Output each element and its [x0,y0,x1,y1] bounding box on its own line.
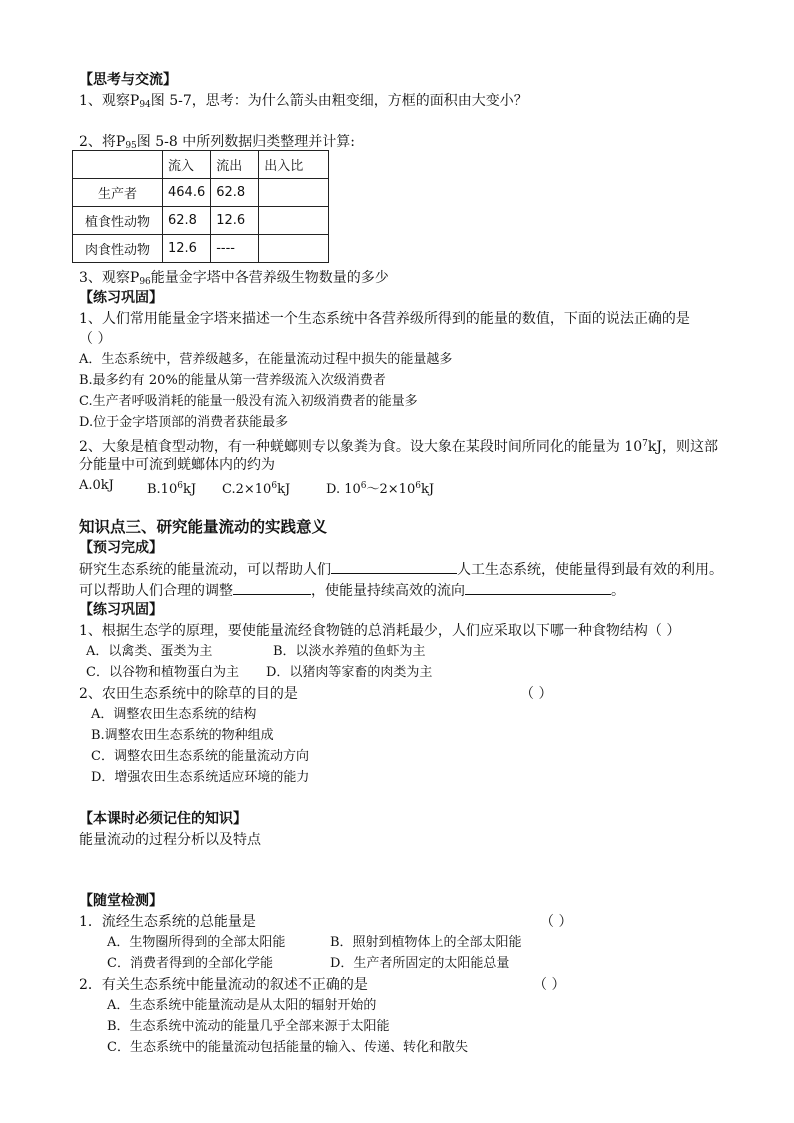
practice-header: 【练习巩固】 [79,290,163,306]
table-row [73,207,329,235]
energy-data-table [72,150,329,263]
table-cell: ---- [211,235,259,263]
answer-paren[interactable]: （ ） [79,331,112,347]
table-cell [73,151,163,179]
table-row [73,235,329,263]
section3-question-2: 2、农田生态系统中的除草的目的是 [79,686,298,702]
option-d[interactable]: D．以猪肉等家畜的肉类为主 [266,665,433,680]
option-a[interactable]: A.0kJ [79,478,114,493]
practice-question-1: 1、人们常用能量金字塔来描述一个生态系统中各营养级所得到的能量的数值，下面的说法正确的是 [79,311,690,327]
fill-blank[interactable] [233,580,311,595]
section3-question-1: 1、根据生态学的原理，要使能量流经食物链的总消耗最少，人们应采取以下哪一种食物结构（ ） [79,623,681,639]
fill-blank[interactable] [331,559,457,574]
section-title: 知识点三、研究能量流动的实践意义 [79,518,328,536]
option-c[interactable]: C．调整农田生态系统的能量流动方向 [91,749,309,764]
table-cell: 肉食性动物 [73,235,163,263]
remember-text: 能量流动的过程分析以及特点 [79,832,261,848]
option-a[interactable]: A．生态系统中能量流动是从太阳的辐射开始的 [107,998,377,1013]
fill-blank[interactable] [465,580,611,595]
option-a[interactable]: A．以禽类、蛋类为主 [86,644,213,659]
practice-question-2-line2: 分能量中可流到蜣螂体内的约为 [79,457,275,473]
option-d[interactable]: D. $10^6\sim 2\times 10^6kJ$ [326,481,435,497]
table-cell: 62.8 [211,179,259,207]
table-row [73,179,329,207]
option-b[interactable]: B．照射到植物体上的全部太阳能 [330,935,522,950]
table-cell[interactable] [259,235,329,263]
table-cell: 生产者 [73,179,163,207]
option-b[interactable]: $B.10^6kJ$ [147,481,197,497]
answer-paren[interactable]: （ ） [540,914,573,930]
option-b[interactable]: B．以淡水养殖的鱼虾为主 [273,644,426,659]
quiz-header: 【随堂检测】 [79,893,163,909]
option-d[interactable]: D．生产者所固定的太阳能总量 [330,956,510,971]
table-cell: 12.6 [211,207,259,235]
quiz-question-1: 1．流经生态系统的总能量是 [79,914,256,930]
option-a[interactable]: A．生态系统中，营养级越多，在能量流动过程中损失的能量越多 [79,352,453,367]
table-cell: 12.6 [163,235,211,263]
table-header-row [73,151,329,179]
thinking-header: 【思考与交流】 [79,72,177,88]
option-c[interactable]: C．以谷物和植物蛋白为主 [86,665,239,680]
table-cell[interactable] [259,179,329,207]
answer-paren[interactable]: （ ） [520,686,553,702]
preview-line-1: 研究生态系统的能量流动，可以帮助人们 人工生态系统，使能量得到最有效的利用。 [79,559,723,579]
table-header-ratio: 出入比 [259,151,329,179]
table-cell: 植食性动物 [73,207,163,235]
table-header-outflow: 流出 [211,151,259,179]
option-a[interactable]: A．生物圈所得到的全部太阳能 [107,935,286,950]
option-c[interactable]: $C.2\times 10^6kJ$ [222,481,291,497]
preview-header: 【预习完成】 [79,540,163,556]
option-c[interactable]: C.生产者呼吸消耗的能量一般没有流入初级消费者的能量多 [79,394,418,409]
table-header-inflow: 流入 [163,151,211,179]
practice-header: 【练习巩固】 [79,602,163,618]
preview-line-2: 可以帮助人们合理的调整 ，使能量持续高效的流向 。 [79,580,625,600]
option-b[interactable]: B．生态系统中流动的能量几乎全部来源于太阳能 [107,1019,390,1034]
option-b[interactable]: B.调整农田生态系统的物种组成 [91,728,274,743]
remember-header: 【本课时必须记住的知识】 [79,811,247,827]
option-d[interactable]: D.位于金字塔顶部的消费者获能最多 [79,415,289,430]
option-d[interactable]: D．增强农田生态系统适应环境的能力 [91,770,310,785]
practice-question-2: 2、大象是植食型动物，有一种蜣螂则专以象粪为食。设大象在某段时间所同化的能量为 $10^7kJ$，则这部 [79,439,719,455]
option-b[interactable]: B.最多约有 20%的能量从第一营养级流入次级消费者 [79,373,386,388]
table-cell: 62.8 [163,207,211,235]
table-cell: 464.6 [163,179,211,207]
option-a[interactable]: A．调整农田生态系统的结构 [91,707,257,722]
answer-paren[interactable]: （ ） [533,977,566,993]
table-cell[interactable] [259,207,329,235]
quiz-question-2: 2．有关生态系统中能量流动的叙述不正确的是 [79,977,368,993]
option-c[interactable]: C．消费者得到的全部化学能 [107,956,273,971]
thinking-question-1: 1、观察$P_{94}$图 5-7，思考：为什么箭头由粗变细，方框的面积由大变小？ [79,93,528,110]
thinking-question-2: 2、将$P_{95}$图 5-8 中所列数据归类整理并计算: [79,134,355,151]
option-c[interactable]: C．生态系统中的能量流动包括能量的输入、传递、转化和散失 [107,1040,468,1055]
thinking-question-3: 3、观察$P_{96}$能量金字塔中各营养级生物数量的多少 [79,270,389,287]
